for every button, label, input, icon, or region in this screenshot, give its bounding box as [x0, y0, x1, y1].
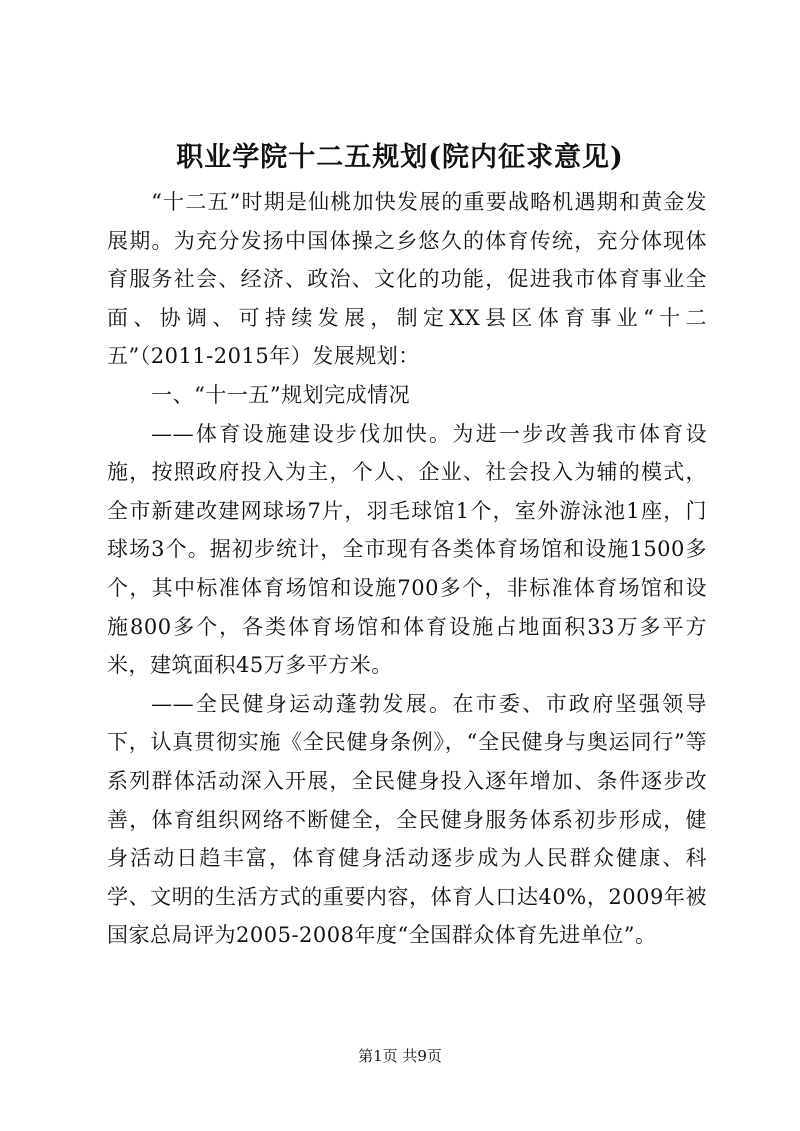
document-body [107, 183, 707, 955]
page-number: 第1页 共9页 [358, 1047, 442, 1065]
document-title: 职业学院十二五规划(院内征求意见) [176, 142, 624, 173]
intro-paragraph: “十二五”时期是仙桃加快发展的重要战略机遇期和黄金发展期。为充分发扬中国体操之乡悠久的体育传统，充分体现体育服务社会、经济、政治、文化的功能，促进我市体育事业全面、协调、可持续发展，制定XX县区体育事业“十二五”（2011-2015年）发展规划： [107, 190, 707, 369]
facilities-paragraph: ——体育设施建设步伐加快。为进一步改善我市体育设施，按照政府投入为主，个人、企业、社会投入为辅的模式，全市新建改建网球场7片，羽毛球馆1个，室外游泳池1座，门球场3个。据初步统计，全市现有各类体育场馆和设施1500多个，其中标准体育场馆和设施700多个，非标准体育场馆和设施800多个，各类体育场馆和体育设施占地面积33万多平方米，建筑面积45万多平方米。 [107, 421, 707, 678]
section-heading: 一、“十一五”规划完成情况 [151, 382, 411, 407]
fitness-paragraph: ——全民健身运动蓬勃发展。在市委、市政府坚强领导下，认真贯彻实施《全民健身条例》，“全民健身与奥运同行”等系列群体活动深入开展，全民健身投入逐年增加、条件逐步改善，体育组织网络不断健全，全民健身服务体系初步形成，健身活动日趋丰富，体育健身活动逐步成为人民群众健康、科学、文明的生活方式的重要内容，体育人口达40%，2009年被国家总局评为2005-2008年度“全国群众体育先进单位”。 [107, 691, 707, 948]
